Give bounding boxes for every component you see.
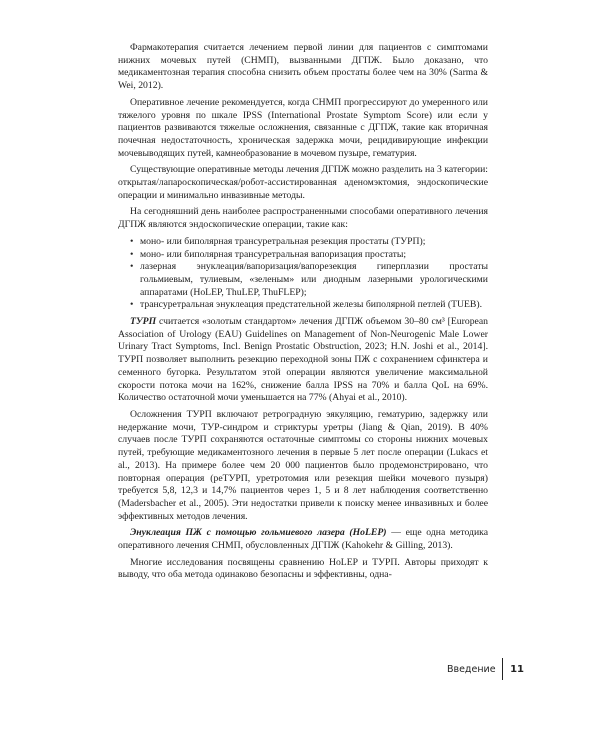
holep-text: — еще одна методика оперативного лечения СНМП, обусловленных ДГПЖ (Kahokehr & Gilling, 2013). — [118, 527, 488, 552]
paragraph-endoscopic-intro: На сегодняшний день наиболее распространенными способами оперативного лечения ДГПЖ являются эндоскопические операции, такие как: — [118, 206, 488, 231]
page-body — [118, 42, 488, 586]
paragraph-complications: Осложнения ТУРП включают ретроградную эякуляцию, гематурию, задержку или недержание мочи, ТУР-синдром и стриктуры уретры (Jiang & Qian, 2019). В 40% случаев после ТУРП сохраняются остаточные симптомы со стороны нижних мочевых путей, требующие медикаментозного лечения в первые 5 лет после операции (Lukacs et al., 2013). На примере более чем 20 000 пациентов было продемонстрировано, что повторная операция (реТУРП, уретротомия или резекция шейки мочевого пузыря) требуется 5,8, 12,3 и 14,7% пациентов через 1, 5 и 8 лет наблюдения соответственно (Madersbacher et al., 2005). Эти недостатки привели к поиску менее инвазивных и более эффективных методов лечения. — [118, 408, 488, 522]
paragraph-surgical-indications: Оперативное лечение рекомендуется, когда СНМП прогрессируют до умеренного или тяжелого уровня по шкале IPSS (International Prostate Symptom Score) или если у пациентов развиваются тяжелые осложнения, связанные с ДГПЖ, такие как вторичная почечная недостаточность, хроническая задержка мочи, рецидивирующие инфекции мочевыводящих путей, камнеобразование в мочевом пузыре, гематурия. — [118, 96, 488, 159]
term-holep: Энуклеация ПЖ с помощью гольмиевого лазера (HoLEP) — [130, 527, 387, 539]
page-footer — [447, 660, 524, 678]
term-turp: ТУРП — [130, 316, 157, 328]
paragraph-surgical-categories: Существующие оперативные методы лечения ДГПЖ можно разделить на 3 категории: открытая/лапароскопическая/робот-ассистированная аденомэктомия, эндоскопические операции и минимально инвазивные методы. — [118, 164, 488, 201]
footer-section-title: Введение — [446, 663, 496, 675]
paragraph-pharmacotherapy: Фармакотерапия считается лечением первой линии для пациентов с симптомами нижних мочевых путей (СНМП), вызванными ДГПЖ. Было доказано, что медикаментозная терапия способна снизить объем простаты более чем на 30% (Sarma & Wei, 2012). — [118, 42, 488, 92]
paragraph-turp — [118, 316, 488, 405]
paragraph-comparison: Многие исследования посвящены сравнению HoLEP и ТУРП. Авторы приходят к выводу, что оба метода одинаково безопасны и эффективны, одна- — [118, 556, 488, 581]
footer-divider — [502, 658, 504, 680]
list-item: • моно- или биполярная трансуретральная вапоризация простаты; — [130, 249, 488, 262]
list-item: • лазерная энуклеация/вапоризация/вапорезекция гиперплазии простаты гольмиевым, тулиевым, «зеленым» или диодным лазерными урологическими аппаратами (HoLEP, ThuLEP, ThuFLEP); — [130, 261, 488, 299]
paragraph-holep — [118, 527, 488, 552]
page-number: 11 — [510, 663, 524, 675]
turp-text: считается «золотым стандартом» лечения ДГПЖ объемом 30–80 см³ [European Association of Urology (EAU) Guidelines on Management of Non-Neurogenic Male Lower Urinary Tract Symptoms, Incl. Benign Prostatic Obstruction, 2023; H.N. Joshi et al., 2014]. ТУРП позволяет выполнить резекцию переходной зоны ПЖ с сохранением сфинктера и семенного бугорка. Результатом этой операции являются увеличение максимальной скорости потока мочи на 162%, снижение балла IPSS на 70% и балла QoL на 69%. Количество остаточной мочи уменьшается на 77% (Ahyai et al., 2010). — [118, 316, 488, 404]
endoscopic-methods-list — [118, 236, 488, 312]
list-item: • трансуретральная энуклеация предстательной железы биполярной петлей (TUEB). — [130, 299, 488, 312]
list-item: • моно- или биполярная трансуретральная резекция простаты (ТУРП); — [130, 236, 488, 249]
